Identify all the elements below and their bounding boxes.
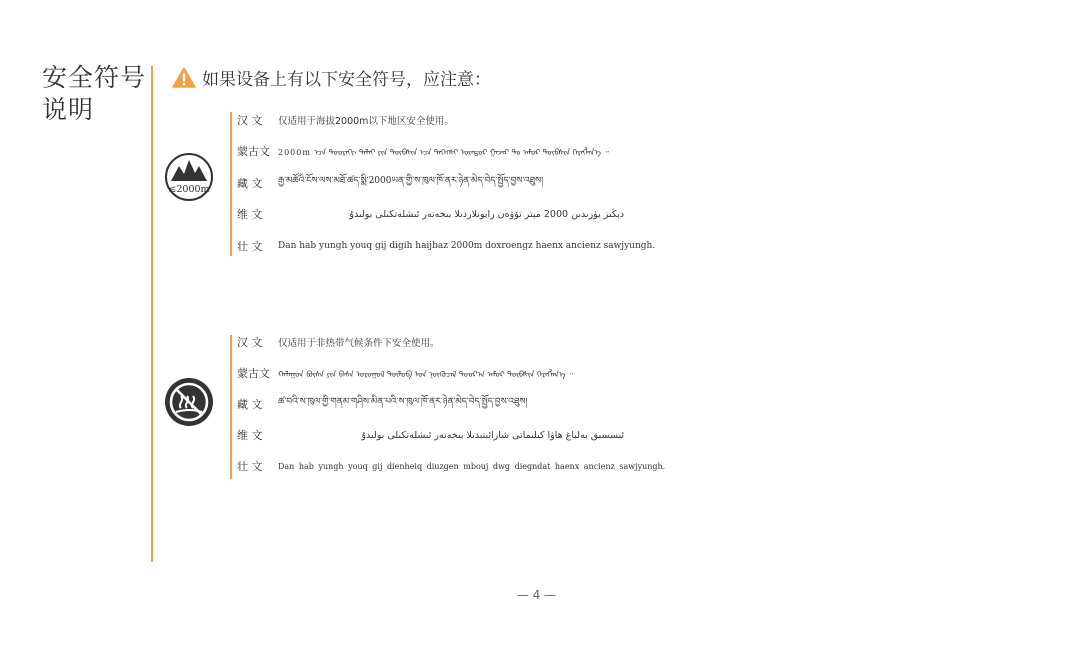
safety-block-non-tropical	[230, 333, 666, 483]
page-number: — 4 —	[516, 588, 557, 602]
row-chinese	[237, 112, 454, 128]
row-zhuang	[237, 238, 655, 254]
row-text: ᠬᠠᠯᠠᠭᠤᠨ ᠪᠦᠰᠡ ᠶᠢᠨ ᠪᠡᠰᠡ ᠤᠷᠤᠭᠤᠯ ᠲᠥᠯᠥᠪ ᠤᠨ ᠨᠥᠬᠦᠴᠡᠯ ᠳᠣᠣᠷ᠎ᠠ ᠠᠮᠤᠷ ᠲᠦᠪᠰᠢᠨ ᠬᠡᠷᠡᠭᠯᠡᠨ᠎ᠡ ᠃	[278, 370, 574, 379]
lang-label: 蒙古文	[237, 367, 270, 380]
row-text: 仅适用于非热带气候条件下安全使用。	[278, 338, 440, 349]
lang-label: 蒙古文	[237, 145, 270, 158]
block-marker	[230, 335, 232, 479]
row-uyghur	[237, 427, 624, 443]
altitude-label: ≤2000m	[168, 184, 210, 195]
row-text: 仅适用于海拔2000m以下地区安全使用。	[278, 116, 454, 127]
row-text: ཚ་བའི་ས་ཁུལ་གྱི་གནམ་གཤིས་མིན་པའི་ས་ཁུལ་ཁོ་ནར་ཉེན་མེད་བེད་སྤྱོད་བྱས་འཐུས།	[278, 396, 528, 407]
page-title-line2: 说明	[42, 95, 95, 124]
row-mongolian	[237, 143, 609, 159]
safety-block-altitude	[230, 110, 656, 260]
row-zhuang	[237, 458, 665, 474]
row-text: ئىسسىق بەلباغ ھاۋا كىلىماتى شارائىتىدىلا بىخەتەر ئىشلەتكىلى بولىدۇ	[361, 429, 624, 441]
page-title	[42, 62, 146, 126]
row-text: 2000m ᠡᠴᠡ ᠳᠣᠣᠷᠠᠬᠢ ᠳᠠᠯᠠᠢ ᠶᠢᠨ ᠲᠥᠪᠰᠢᠨ ᠡᠴᠡ ᠳᠡᠭᠡᠭᠰᠢ ᠦᠨᠳᠦᠷ ᠭᠠᠵᠠᠷ ᠲᠤ ᠠᠮᠤᠷ ᠲᠦᠪᠰᠢᠨ ᠬᠡᠷᠡᠭᠯᠡᠨ᠎ᠡ ᠃	[278, 148, 609, 157]
warning-triangle-icon	[172, 67, 196, 88]
altitude-2000m-icon	[164, 152, 214, 202]
section-divider	[151, 66, 153, 562]
heading-text: 如果设备上有以下安全符号，应注意：	[202, 69, 491, 90]
row-tibetan	[237, 175, 543, 191]
lang-label: 壮 文	[237, 240, 263, 253]
row-text: རྒྱ་མཚོའི་ངོས་ལས་མཐོ་ཚད་སྨི་2000ཡན་གྱི་ས་ཁུལ་ཁོ་ནར་ཉེན་མེད་བེད་སྤྱོད་བྱས་འཐུས།	[278, 175, 544, 186]
lang-label: 维 文	[237, 208, 263, 221]
row-text: Dan hab yungh youq gij digih haijbaz 2000m doxroengz haenx ancienz sawjyungh.	[278, 241, 656, 251]
row-mongolian	[237, 365, 573, 381]
block-marker	[230, 112, 232, 256]
row-text: دېڭىز يۈزىدىن 2000 مېتر تۆۋەن رايونلاردىلا بىخەتەر ئىشلەتكىلى بولىدۇ	[349, 208, 624, 220]
page-title-line1: 安全符号	[42, 63, 147, 92]
lang-label: 藏 文	[237, 177, 263, 190]
section-heading	[172, 64, 491, 90]
row-uyghur	[237, 206, 624, 222]
non-tropical-climate-icon	[164, 377, 214, 427]
lang-label: 汉 文	[237, 114, 263, 127]
lang-label: 藏 文	[237, 398, 263, 411]
row-tibetan	[237, 396, 527, 412]
row-chinese	[237, 334, 440, 350]
lang-label: 壮 文	[237, 460, 263, 473]
row-text: Dan hab yungh youq gij dienheiq diuzgen mbouj dwg diegndat haenx ancienz sawjyungh.	[278, 461, 666, 471]
lang-label: 汉 文	[237, 336, 263, 349]
lang-label: 维 文	[237, 429, 263, 442]
